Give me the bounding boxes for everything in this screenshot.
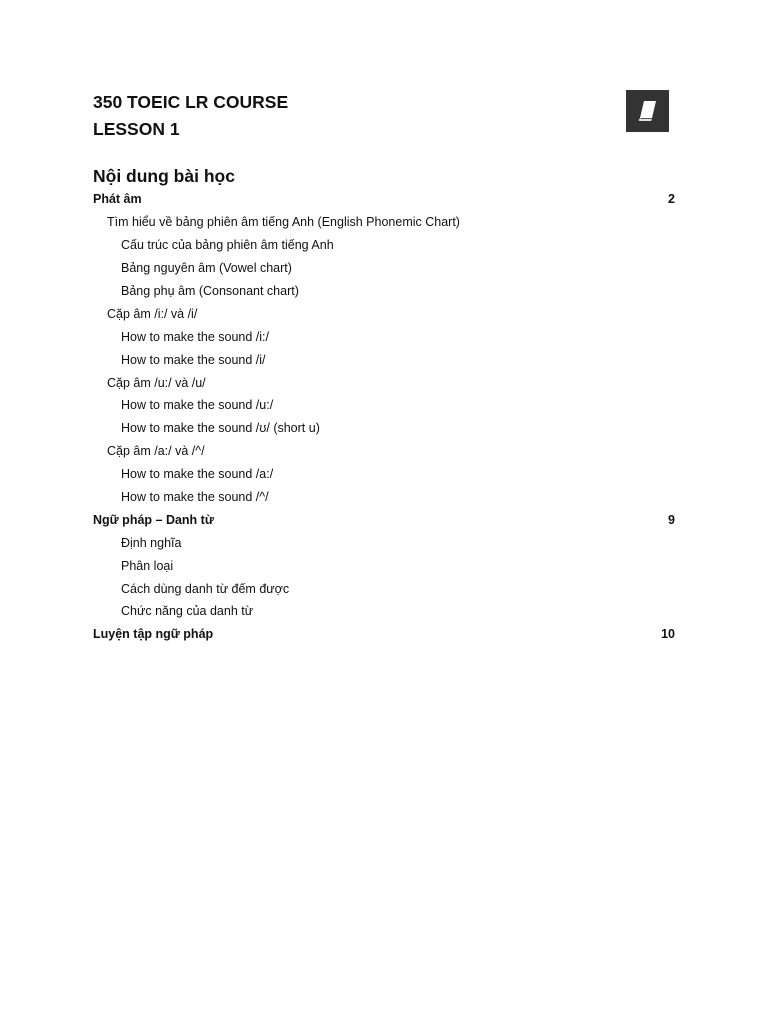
toc-entry-text: Tìm hiểu về bảng phiên âm tiếng Anh (English Phonemic Chart) <box>107 215 460 230</box>
toc-entry[interactable] <box>93 325 675 348</box>
toc-entry-page-number: 10 <box>661 627 675 642</box>
toc-entry-text: Cặp âm /a:/ và /^/ <box>107 444 205 459</box>
toc-entry-text: Cặp âm /i:/ và /i/ <box>107 306 198 321</box>
toc-entry-text: Cấu trúc của bảng phiên âm tiếng Anh <box>121 238 334 253</box>
toc-entry-text: Bảng nguyên âm (Vowel chart) <box>121 261 292 276</box>
toc-entry-text: How to make the sound /i:/ <box>121 329 269 344</box>
toc-entry[interactable] <box>93 623 675 646</box>
toc-entry-text: Luyện tập ngữ pháp <box>93 627 214 642</box>
toc-entry[interactable] <box>93 234 675 257</box>
toc-entry[interactable] <box>93 394 675 417</box>
toc-entry-text: Cách dùng danh từ đếm được <box>121 581 290 596</box>
lesson-title: LESSON 1 <box>93 119 180 139</box>
toc-entry[interactable] <box>93 486 675 509</box>
toc-entry-text: How to make the sound /^/ <box>121 490 269 505</box>
toc-entry-text: Chức năng của danh từ <box>121 604 254 619</box>
book-icon-glyph <box>636 99 660 123</box>
toc-entry-text: How to make the sound /ʊ/ (short u) <box>121 421 320 436</box>
toc-entry[interactable] <box>93 188 675 211</box>
toc-entry-text: Phân loại <box>121 558 174 573</box>
toc-entry[interactable] <box>93 531 675 554</box>
table-of-contents <box>93 188 675 646</box>
toc-entry-page-number: 9 <box>668 512 675 527</box>
toc-entry[interactable] <box>93 600 675 623</box>
toc-entry[interactable] <box>93 440 675 463</box>
toc-entry-text: Định nghĩa <box>121 535 182 550</box>
course-title: 350 TOEIC LR COURSE <box>93 92 289 112</box>
toc-entry-page-number: 2 <box>668 192 675 207</box>
toc-entry-text: Cặp âm /u:/ và /u/ <box>107 375 206 390</box>
toc-entry[interactable] <box>93 280 675 303</box>
toc-entry[interactable] <box>93 577 675 600</box>
toc-entry[interactable] <box>93 463 675 486</box>
toc-entry[interactable] <box>93 257 675 280</box>
toc-entry-text: Bảng phụ âm (Consonant chart) <box>121 284 299 298</box>
toc-entry[interactable] <box>93 417 675 440</box>
toc-entry[interactable] <box>93 371 675 394</box>
toc-entry-text: How to make the sound /i/ <box>121 352 266 367</box>
toc-entry[interactable] <box>93 508 675 531</box>
toc-entry[interactable] <box>93 554 675 577</box>
book-icon <box>626 90 669 132</box>
toc-entry[interactable] <box>93 211 675 234</box>
title-block <box>93 89 288 143</box>
toc-entry[interactable] <box>93 348 675 371</box>
toc-entry-text: Phát âm <box>93 192 142 207</box>
toc-heading: Nội dung bài học <box>93 166 235 186</box>
toc-entry-text: Ngữ pháp – Danh từ <box>93 512 214 527</box>
toc-entry[interactable] <box>93 302 675 325</box>
toc-entry-text: How to make the sound /a:/ <box>121 467 274 482</box>
toc-entry-text: How to make the sound /u:/ <box>121 398 274 413</box>
